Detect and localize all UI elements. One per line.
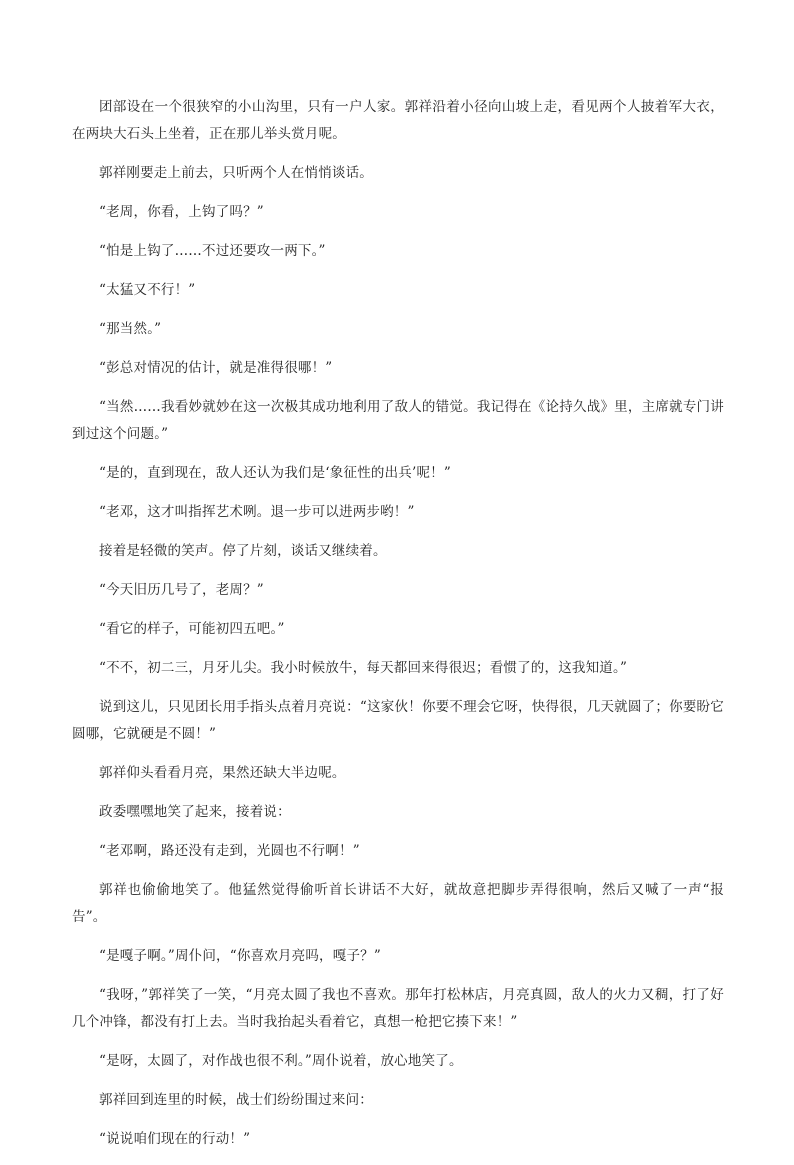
paragraph: “那当然。” — [99, 321, 162, 337]
paragraph: “怕是上钩了……不过还要攻一两下。” — [99, 243, 326, 259]
paragraph: “老周，你看，上钩了吗？” — [99, 204, 264, 220]
paragraph: “是嘎子啊。”周仆问，“你喜欢月亮吗，嘎子？” — [99, 948, 381, 964]
paragraph: 团部设在一个很狭窄的小山沟里，只有一户人家。郭祥沿着小径向山坡上走，看见两个人披着军大衣，在两块大石头上坐着，正在那儿举头赏月呢。 — [72, 99, 724, 142]
paragraph: “看它的样子，可能初四五吧。” — [99, 621, 285, 637]
story-text — [72, 94, 724, 1165]
paragraph: 郭祥刚要走上前去，只听两个人在悄悄谈话。 — [99, 165, 373, 181]
paragraph: “今天旧历几号了，老周？” — [99, 582, 264, 598]
paragraph: 郭祥也偷偷地笑了。他猛然觉得偷听首长讲话不大好，就故意把脚步弄得很响，然后又喊了一声“报告”。 — [72, 882, 724, 925]
paragraph: “我呀，”郭祥笑了一笑，“月亮太圆了我也不喜欢。那年打松林店，月亮真圆，敌人的火力又稠，打了好几个冲锋，都没有打上去。当时我抬起头看着它，真想一枪把它揍下来！” — [72, 987, 724, 1030]
paragraph: “彭总对情况的估计，就是准得很哪！” — [99, 360, 333, 376]
paragraph: “是的，直到现在，敌人还认为我们是‘象征性的出兵’呢！” — [99, 465, 451, 481]
paragraph: “太猛又不行！” — [99, 282, 196, 298]
paragraph: 郭祥仰头看看月亮，果然还缺大半边呢。 — [99, 765, 346, 781]
paragraph: 郭祥回到连里的时候，战士们纷纷围过来问： — [99, 1092, 373, 1108]
paragraph: 接着是轻微的笑声。停了片刻，谈话又继续着。 — [99, 543, 387, 559]
paragraph: 说到这儿，只见团长用手指头点着月亮说：“这家伙！你要不理会它呀，快得很，几天就圆了；你要盼它圆哪，它就硬是不圆！” — [72, 699, 724, 742]
paragraph: “是呀，太圆了，对作战也很不利。”周仆说着，放心地笑了。 — [99, 1053, 463, 1069]
paragraph: “老邓，这才叫指挥艺术咧。退一步可以进两步哟！” — [99, 504, 415, 520]
paragraph: “说说咱们现在的行动！” — [99, 1131, 251, 1147]
paragraph: “当然……我看妙就妙在这一次极其成功地利用了敌人的错觉。我记得在《论持久战》里，主席就专门讲到过这个问题。” — [72, 399, 724, 442]
paragraph: “老邓啊，路还没有走到，光圆也不行啊！” — [99, 843, 360, 859]
paragraph: “不不，初二三，月牙儿尖。我小时候放牛，每天都回来得很迟；看惯了的，这我知道。” — [99, 660, 628, 676]
paragraph: 政委嘿嘿地笑了起来，接着说： — [99, 804, 291, 820]
